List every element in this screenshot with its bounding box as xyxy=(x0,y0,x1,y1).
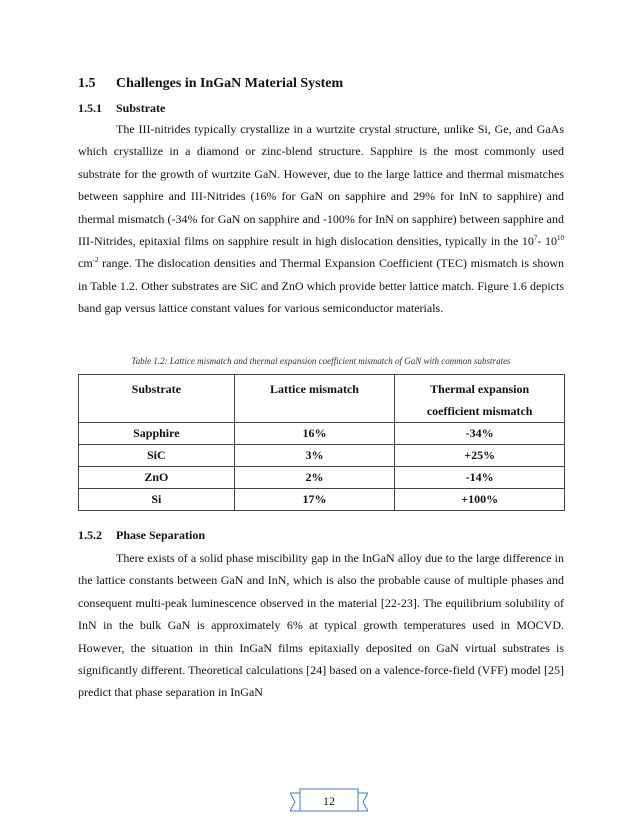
section-title: Challenges in InGaN Material System xyxy=(116,76,344,91)
table-cell: 2% xyxy=(234,467,395,489)
substrate-paragraph xyxy=(78,118,564,320)
superscript: 7 xyxy=(533,234,538,243)
table-cell: 3% xyxy=(234,445,395,467)
paragraph-text-part: cm xyxy=(78,256,93,271)
page-number-footer xyxy=(290,787,368,815)
paragraph-text-part: range. The dislocation densities and Thermal Expansion Coefficient (TEC) mismatch is shown in Table 1.2. Other substrates are SiC and ZnO which provide better lattice match. Figure 1.6 depicts band gap versus lattice constant values for various semiconductor materials. xyxy=(78,256,564,316)
table-cell: ZnO xyxy=(79,467,235,489)
table-cell: Sapphire xyxy=(79,423,235,445)
superscript: -2 xyxy=(92,256,99,265)
subsection-heading-phase-separation xyxy=(78,528,205,543)
subsection-title: Substrate xyxy=(116,101,166,115)
table-row xyxy=(79,445,565,467)
superscript: 10 xyxy=(557,234,564,243)
table-row xyxy=(79,423,565,445)
table-header-cell: Lattice mismatch xyxy=(234,375,395,423)
paragraph-text: There exists of a solid phase miscibility gap in the InGaN alloy due to the large difference in the lattice constants between GaN and InN, which is also the probable cause of multiple phases and consequent multi-peak luminescence observed in the material [22-23]. The equilibrium solubility of InN in the bulk GaN is approximately 6% at typical growth temperatures used in MOCVD. However, the situation in thin InGaN films epitaxially deposited on GaN virtual substrates is significantly different. Theoretical calculations [24] based on a valence-force-field (VFF) model [25] predict that phase separation in InGaN xyxy=(78,551,564,700)
table-cell: -14% xyxy=(395,467,565,489)
table-cell: Si xyxy=(79,489,235,511)
table-cell: -34% xyxy=(395,423,565,445)
table-header-cell: Substrate xyxy=(79,375,235,423)
mismatch-table xyxy=(78,374,565,511)
table-caption: Table 1.2: Lattice mismatch and thermal expansion coefficient mismatch of GaN with common substrates xyxy=(131,356,511,366)
table-header-cell: Thermal expansion coefficient mismatch xyxy=(395,375,565,423)
subsection-title: Phase Separation xyxy=(116,528,206,542)
table-header-row xyxy=(79,375,565,423)
table-cell: 16% xyxy=(234,423,395,445)
table-cell: +25% xyxy=(395,445,565,467)
table-row xyxy=(79,467,565,489)
page-number: 12 xyxy=(323,794,335,808)
paragraph-text-part: The III-nitrides typically crystallize in a wurtzite crystal structure, unlike Si, Ge, and GaAs which crystallize in a diamond or zinc-blend structure. Sapphire is the most commonly used substrate for the growth of wurtzite GaN. However, due to the large lattice and thermal mismatches between sapphire and III-Nitrides (16% for GaN on sapphire and 29% for InN to sapphire) and thermal mismatch (-34% for GaN on sapphire and -100% for InN on sapphire) between sapphire and III-Nitrides, epitaxial films on sapphire result in high dislocation densities, typically in the 10 xyxy=(78,122,564,249)
phase-separation-paragraph xyxy=(78,547,564,704)
subsection-number: 1.5.1 xyxy=(78,101,102,115)
table-cell: SiC xyxy=(79,445,235,467)
table-cell: 17% xyxy=(234,489,395,511)
subsection-heading-substrate xyxy=(78,101,165,116)
subsection-number: 1.5.2 xyxy=(78,528,102,542)
table-cell: +100% xyxy=(395,489,565,511)
paragraph-text-part: - 10 xyxy=(537,234,557,249)
section-heading xyxy=(78,76,343,92)
section-number: 1.5 xyxy=(78,76,96,91)
table-row xyxy=(79,489,565,511)
